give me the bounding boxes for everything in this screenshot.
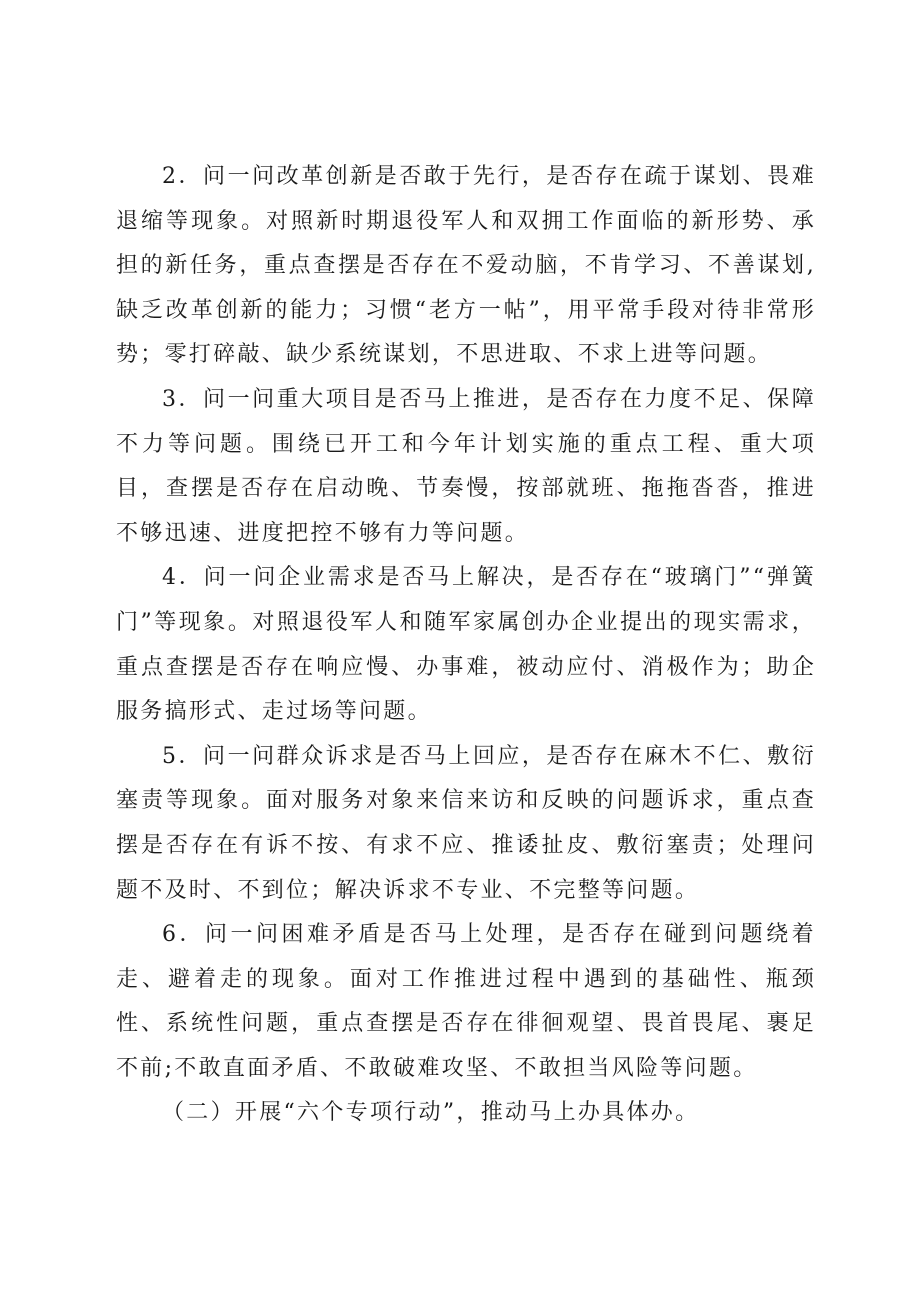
section-heading-2: （二）开展“六个专项行动”，推动马上办具体办。 [162, 1100, 700, 1126]
document-body [116, 155, 816, 1136]
paragraph-item-3: 3．问一问重大项目是否马上推进，是否存在力度不足、保障不力等问题。围绕已开工和今年计划实施的重点工程、重大项目，查摆是否存在启动晚、节奏慢，按部就班、拖拖沓沓，推进不够迅速、进度把控不够有力等问题。 [116, 386, 816, 546]
paragraph-item-6: 6．问一问困难矛盾是否马上处理，是否存在碰到问题绕着走、避着走的现象。面对工作推进过程中遇到的基础性、瓶颈性、系统性问题，重点查摆是否存在徘徊观望、畏首畏尾、裹足不前;不敢直面矛盾、不敢破难攻坚、不敢担当风险等问题。 [116, 922, 816, 1081]
paragraph-item-2: 2．问一问改革创新是否敢于先行，是否存在疏于谋划、畏难退缩等现象。对照新时期退役军人和双拥工作面临的新形势、承担的新任务，重点查摆是否存在不爱动脑，不肯学习、不善谋划,缺乏改革创新的能力；习惯“老方一帖”，用平常手段对待非常形势；零打碎敲、缺少系统谋划，不思进取、不求上进等问题。 [116, 164, 816, 368]
paragraph-item-5: 5．问一问群众诉求是否马上回应，是否存在麻木不仁、敷衍塞责等现象。面对服务对象来信来访和反映的问题诉求，重点查摆是否存在有诉不按、有求不应、推诿扯皮、敷衍塞责；处理问题不及时、不到位；解决诉求不专业、不完整等问题。 [116, 743, 816, 903]
paragraph-item-4: 4．问一问企业需求是否马上解决，是否存在“玻璃门”“弹簧门”等现象。对照退役军人和随军家属创办企业提出的现实需求，重点查摆是否存在响应慢、办事难，被动应付、消极作为；助企服务搞形式、走过场等问题。 [116, 565, 816, 725]
